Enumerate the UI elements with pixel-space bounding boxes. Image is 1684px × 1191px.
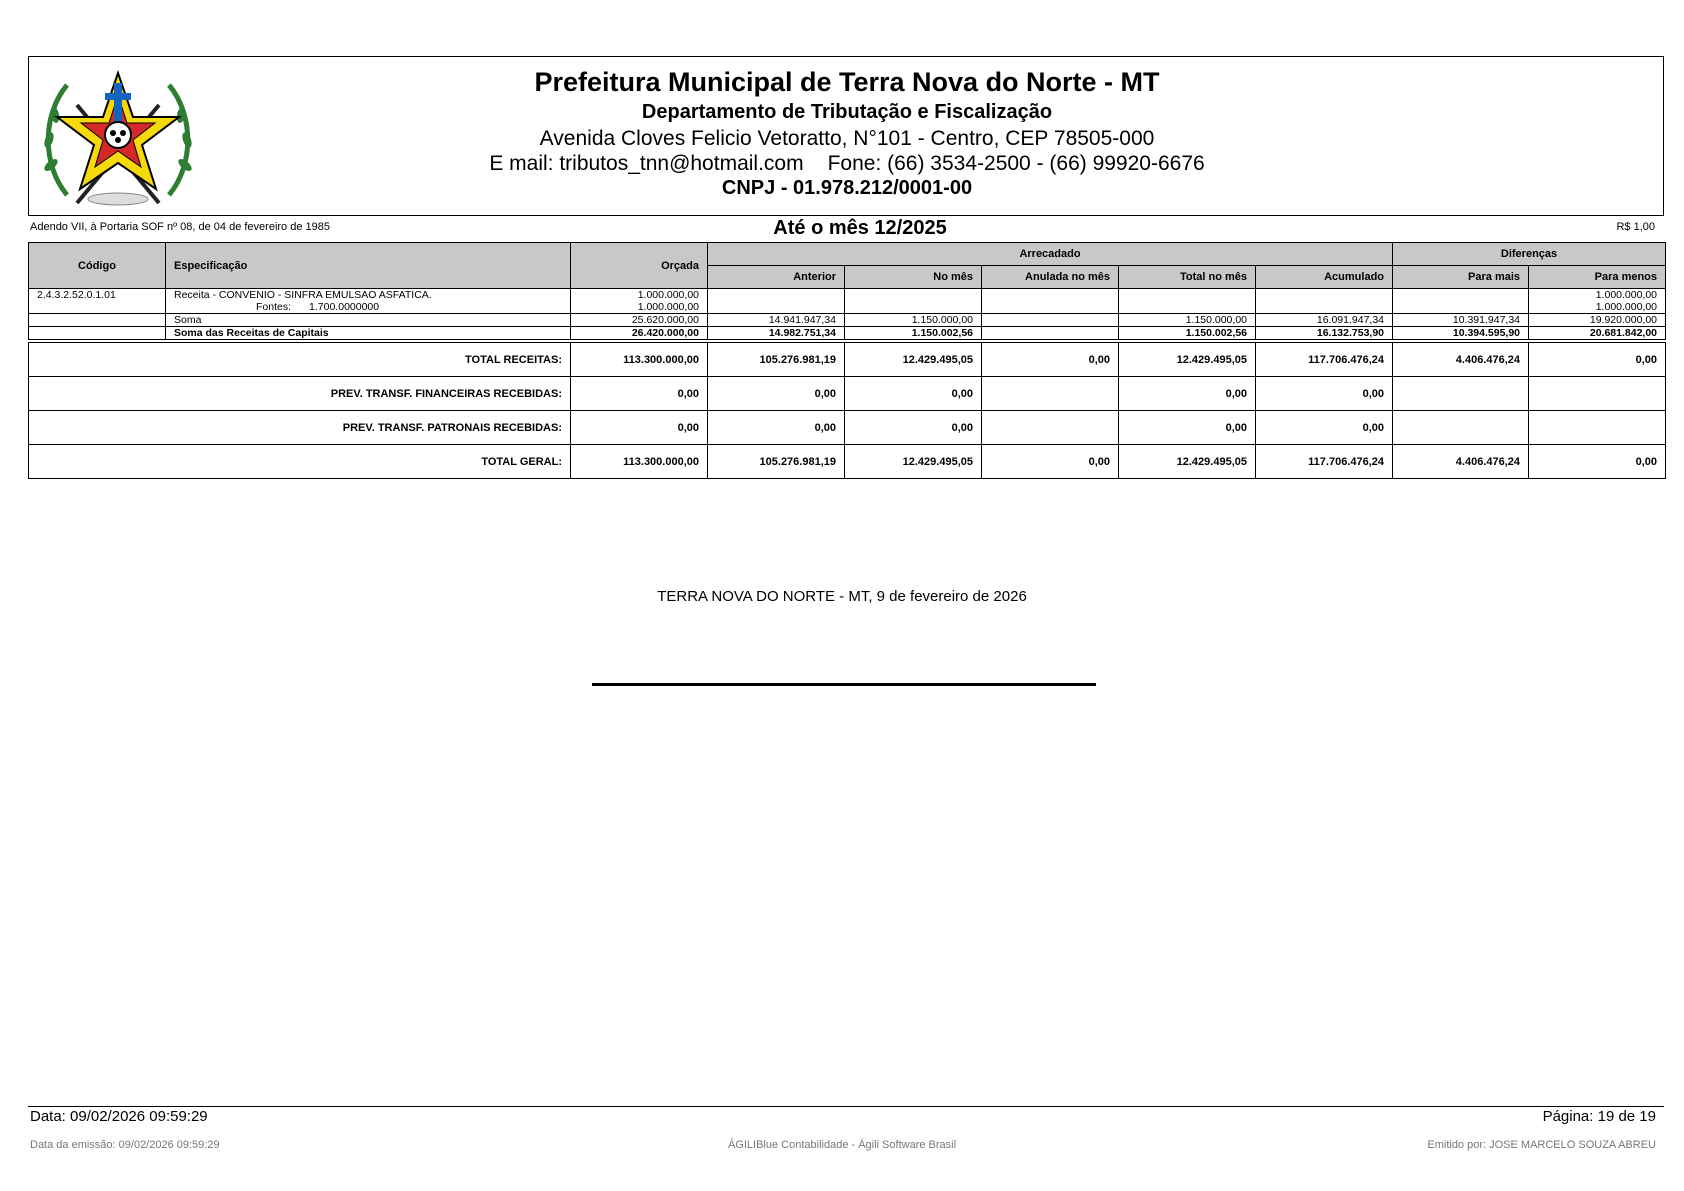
grand-total-total-mes: 12.429.495,05 — [1119, 445, 1256, 479]
grand-total-label: TOTAL GERAL: — [29, 445, 571, 479]
total-anulada: 0,00 — [982, 343, 1119, 377]
grand-total-anulada: 0,00 — [982, 445, 1119, 479]
revenue-table — [28, 242, 1666, 479]
col-codigo: Código — [29, 243, 166, 289]
total-anulada — [982, 411, 1119, 445]
currency-unit: R$ 1,00 — [1616, 221, 1655, 233]
cell-orcada: 1.000.000,00 — [571, 289, 708, 302]
col-total-mes: Total no mês — [1119, 266, 1256, 289]
capitais-total-mes: 1.150.002,56 — [1119, 327, 1256, 340]
total-anulada — [982, 377, 1119, 411]
total-orcada: 113.300.000,00 — [571, 343, 708, 377]
col-group-diferencas: Diferenças — [1393, 243, 1666, 266]
fontes-value: 1.700.0000000 — [309, 301, 380, 313]
total-acumulado: 117.706.476,24 — [1256, 343, 1393, 377]
col-anterior: Anterior — [708, 266, 845, 289]
emitted-by: Emitido por: JOSE MARCELO SOUZA ABREU — [1427, 1139, 1656, 1151]
soma-acumulado: 16.091.947,34 — [1256, 314, 1393, 327]
cell-codigo: 2.4.3.2.52.0.1.01 — [29, 289, 166, 302]
capitais-anulada — [982, 327, 1119, 340]
emission-date: Data da emissão: 09/02/2026 09:59:29 — [30, 1139, 220, 1151]
grand-total-anterior: 105.276.981,19 — [708, 445, 845, 479]
col-no-mes: No mês — [845, 266, 982, 289]
footer-date: Data: 09/02/2026 09:59:29 — [30, 1108, 208, 1125]
cell-fontes-orcada: 1.000.000,00 — [571, 301, 708, 314]
total-para-mais — [1393, 377, 1529, 411]
capitais-para-mais: 10.394.595,90 — [1393, 327, 1529, 340]
total-anterior: 105.276.981,19 — [708, 343, 845, 377]
report-period: Até o mês 12/2025 — [773, 217, 947, 239]
page-number: Página: 19 de 19 — [1542, 1108, 1656, 1125]
grand-total-acumulado: 117.706.476,24 — [1256, 445, 1393, 479]
grand-total-row — [29, 445, 1666, 479]
total-para-menos — [1529, 411, 1666, 445]
place-and-date: TERRA NOVA DO NORTE - MT, 9 de fevereiro de 2026 — [657, 588, 1027, 605]
cnpj: CNPJ - 01.978.212/0001-00 — [721, 177, 973, 199]
capitais-para-menos: 20.681.842,00 — [1529, 327, 1666, 340]
total-no-mes: 12.429.495,05 — [845, 343, 982, 377]
letterhead — [28, 56, 1664, 216]
total-acumulado: 0,00 — [1256, 377, 1393, 411]
total-anterior: 0,00 — [708, 377, 845, 411]
soma-capitais-label: Soma das Receitas de Capitais — [166, 327, 571, 340]
cell-especificacao: Receita - CONVENIO - SINFRA EMULSAO ASFATICA. — [166, 289, 571, 302]
total-anterior: 0,00 — [708, 411, 845, 445]
total-orcada: 0,00 — [571, 377, 708, 411]
total-acumulado: 0,00 — [1256, 411, 1393, 445]
total-no-mes: 0,00 — [845, 377, 982, 411]
total-total-mes: 12.429.495,05 — [1119, 343, 1256, 377]
total-row — [29, 343, 1666, 377]
cell-fontes-para-menos: 1.000.000,00 — [1529, 301, 1666, 314]
col-acumulado: Acumulado — [1256, 266, 1393, 289]
total-orcada: 0,00 — [571, 411, 708, 445]
grand-total-para-menos: 0,00 — [1529, 445, 1666, 479]
total-para-mais: 4.406.476,24 — [1393, 343, 1529, 377]
total-para-mais — [1393, 411, 1529, 445]
software-credit: ÁGILIBlue Contabilidade - Ágili Software Brasil — [727, 1139, 957, 1151]
total-total-mes: 0,00 — [1119, 411, 1256, 445]
email: E mail: tributos_tnn@hotmail.com — [489, 152, 804, 175]
legal-reference: Adendo VII, à Portaria SOF nº 08, de 04 de fevereiro de 1985 — [30, 221, 330, 233]
table-row-fontes — [29, 301, 1666, 314]
total-para-menos: 0,00 — [1529, 343, 1666, 377]
capitais-anterior: 14.982.751,34 — [708, 327, 845, 340]
total-total-mes: 0,00 — [1119, 377, 1256, 411]
soma-anterior: 14.941.947,34 — [708, 314, 845, 327]
table-row — [29, 289, 1666, 302]
soma-para-mais: 10.391.947,34 — [1393, 314, 1529, 327]
col-group-arrecadado: Arrecadado — [708, 243, 1393, 266]
col-anulada: Anulada no mês — [982, 266, 1119, 289]
signature-line — [592, 683, 1096, 686]
table-row-soma-capitais — [29, 327, 1666, 340]
capitais-orcada: 26.420.000,00 — [571, 327, 708, 340]
city-hall-title: Prefeitura Municipal de Terra Nova do Norte - MT — [534, 67, 1160, 97]
grand-total-para-mais: 4.406.476,24 — [1393, 445, 1529, 479]
soma-orcada: 25.620.000,00 — [571, 314, 708, 327]
col-orcada: Orçada — [571, 243, 708, 289]
col-para-mais: Para mais — [1393, 266, 1529, 289]
capitais-no-mes: 1.150.002,56 — [845, 327, 982, 340]
grand-total-no-mes: 12.429.495,05 — [845, 445, 982, 479]
soma-anulada — [982, 314, 1119, 327]
total-label: PREV. TRANSF. PATRONAIS RECEBIDAS: — [29, 411, 571, 445]
col-para-menos: Para menos — [1529, 266, 1666, 289]
capitais-acumulado: 16.132.753,90 — [1256, 327, 1393, 340]
total-label: TOTAL RECEITAS: — [29, 343, 571, 377]
soma-total-mes: 1.150.000,00 — [1119, 314, 1256, 327]
fontes-label: Fontes: — [256, 301, 292, 313]
footer-divider — [28, 1106, 1664, 1107]
address: Avenida Cloves Felicio Vetoratto, N°101 - Centro, CEP 78505-000 — [539, 127, 1155, 150]
soma-label: Soma — [166, 314, 571, 327]
department-name: Departamento de Tributação e Fiscalização — [641, 101, 1053, 123]
soma-para-menos: 19.920.000,00 — [1529, 314, 1666, 327]
contact-line — [29, 152, 1665, 176]
total-para-menos — [1529, 377, 1666, 411]
total-row — [29, 377, 1666, 411]
cell-para-menos: 1.000.000,00 — [1529, 289, 1666, 302]
table-row-soma — [29, 314, 1666, 327]
col-especificacao: Especificação — [166, 243, 571, 289]
total-no-mes: 0,00 — [845, 411, 982, 445]
soma-no-mes: 1.150.000,00 — [845, 314, 982, 327]
total-row — [29, 411, 1666, 445]
total-label: PREV. TRANSF. FINANCEIRAS RECEBIDAS: — [29, 377, 571, 411]
phone: Fone: (66) 3534-2500 - (66) 99920-6676 — [827, 152, 1205, 175]
grand-total-orcada: 113.300.000,00 — [571, 445, 708, 479]
